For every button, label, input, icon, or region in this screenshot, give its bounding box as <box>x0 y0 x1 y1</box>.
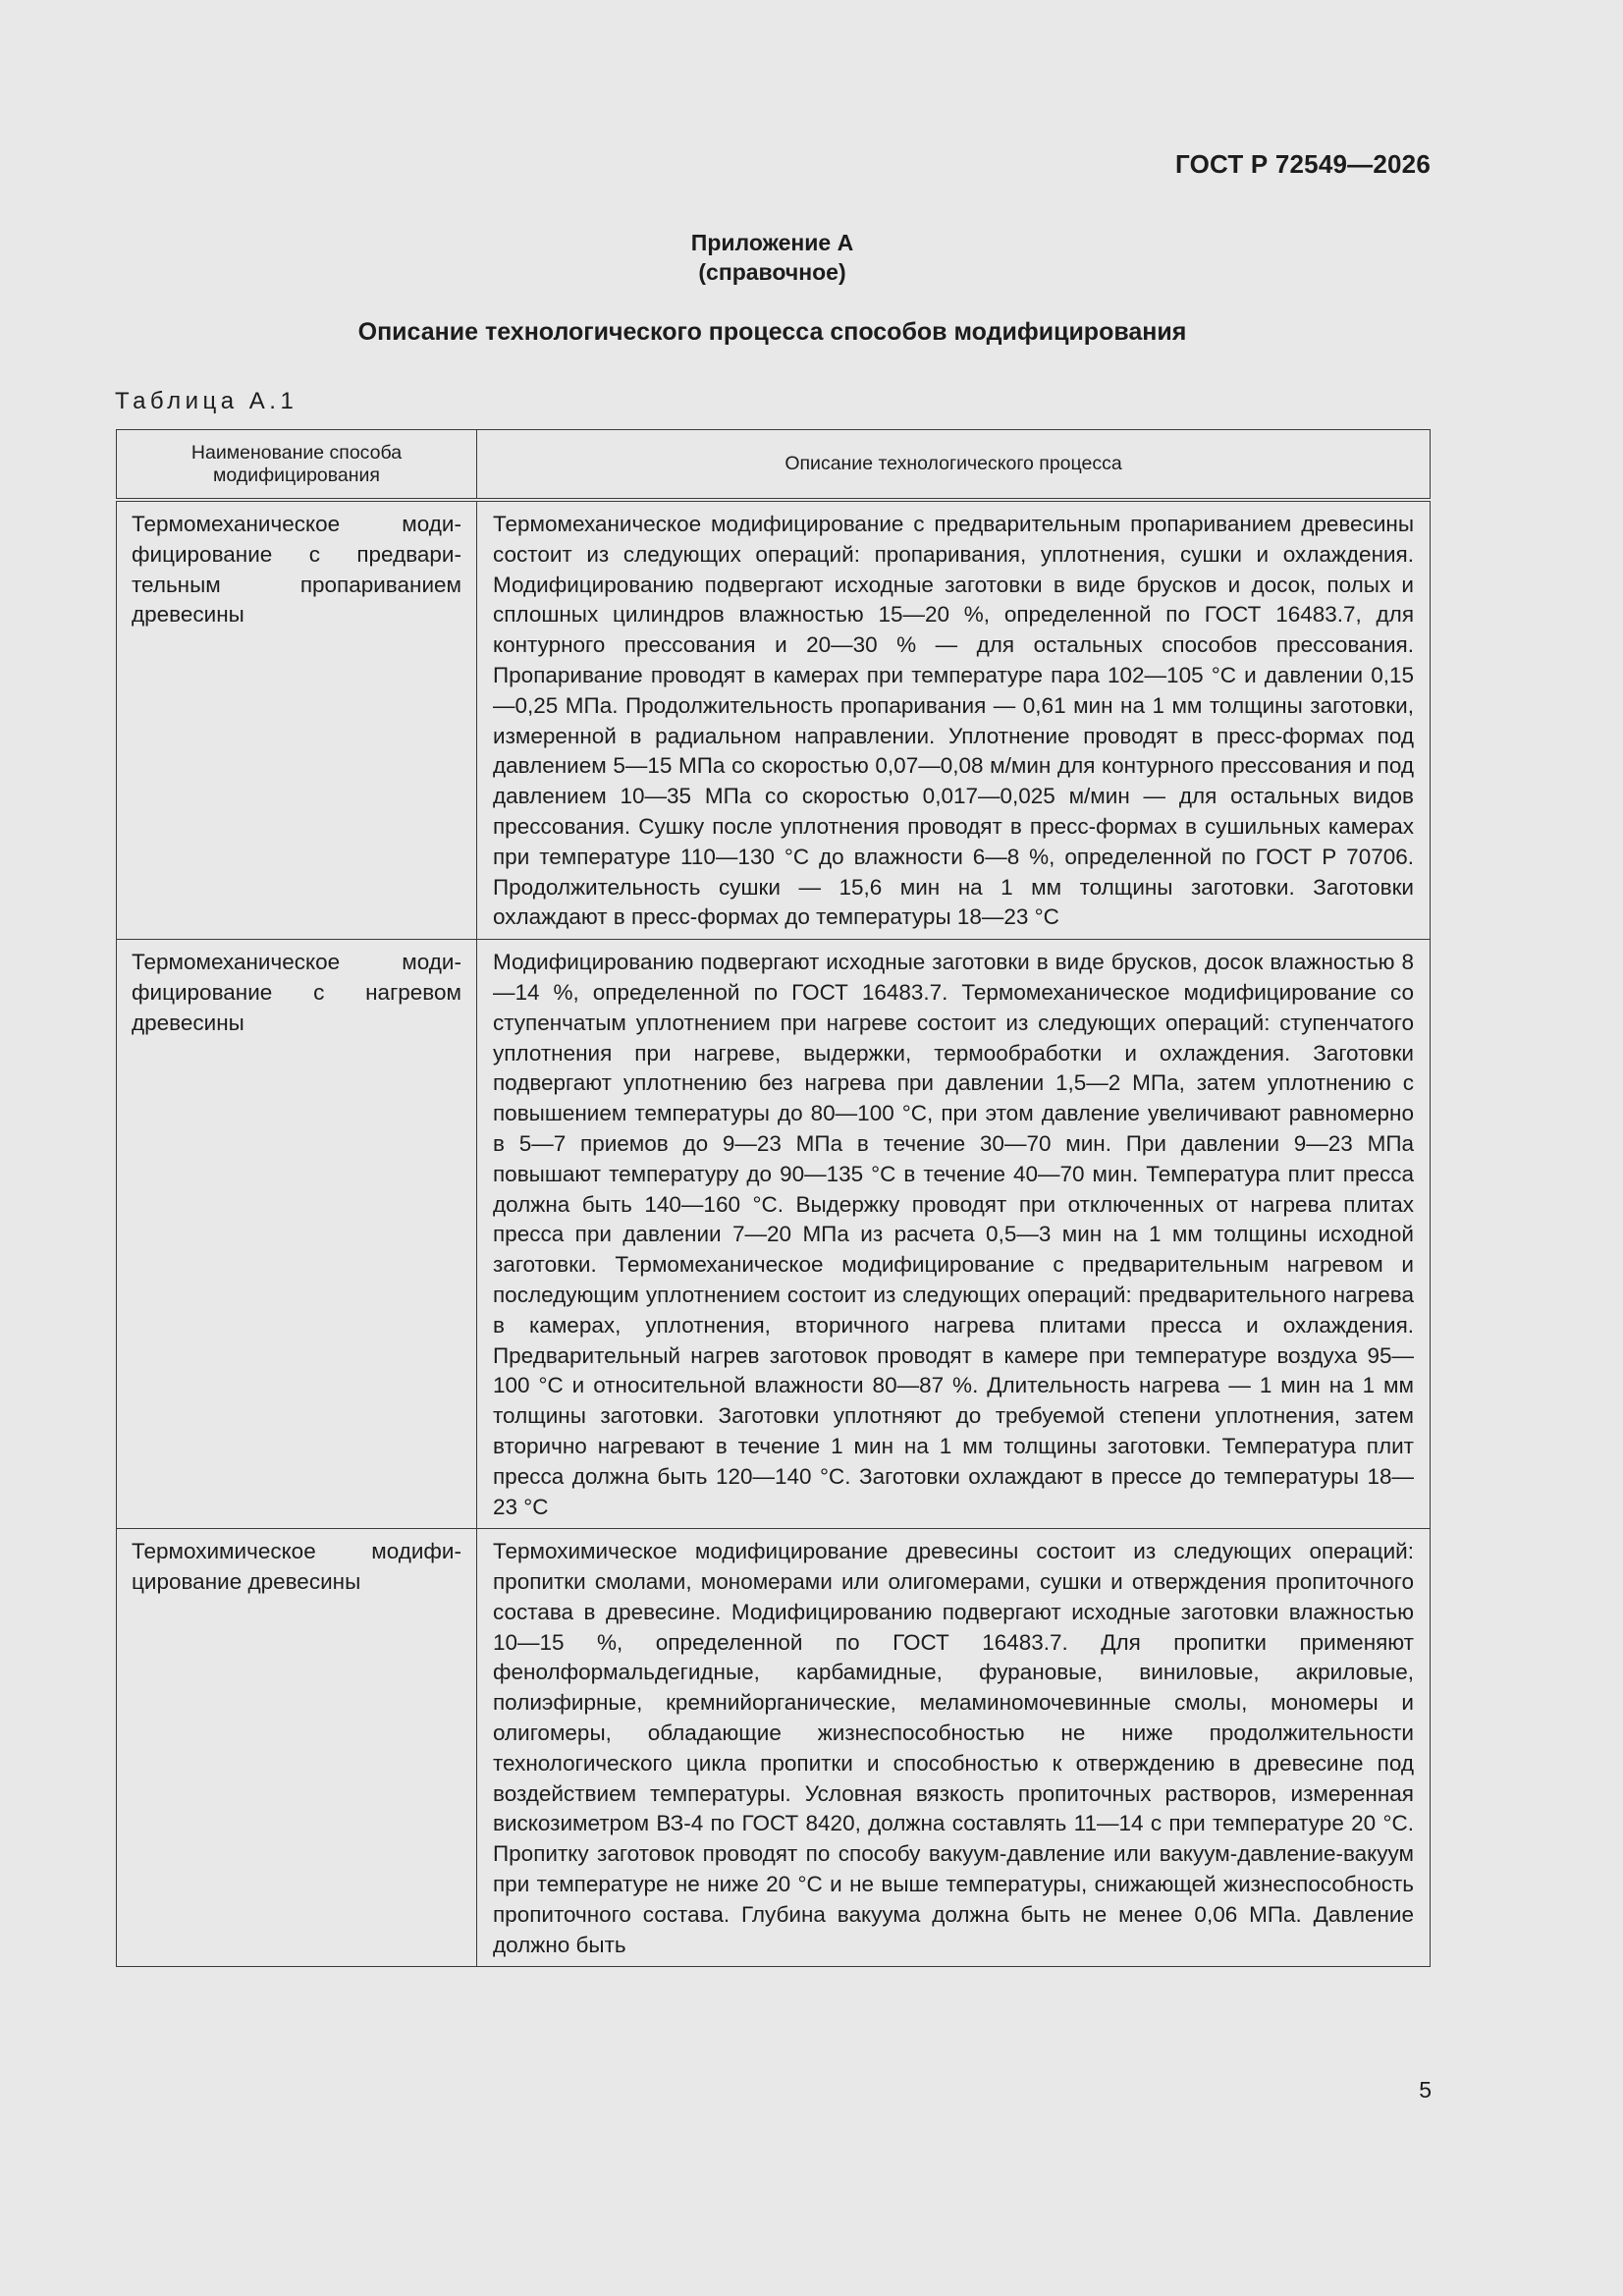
description-cell: Термохимическое модифицирование древесины состоит из следующих операций: пропитки смолами, мономерами или олигомерами, сушки и отверждения пропиточного состава в древесине. Модифицированию подвергают исходные заготовки влажностью 10—15 %, определенной по ГОСТ 16483.7. Для пропитки применяют фенолформальдегидные, карбамидные, фурановые, виниловые, акриловые, полиэфирные, кремнийорганические, меламиномочевинные смолы, мономеры и олигомеры, обладающие жизнеспособностью не ниже продолжительности технологического цикла пропитки и способностью к отверждению в древесине под воздействием температуры. Условная вязкость пропиточных растворов, измеренная вискозиметром ВЗ-4 по ГОСТ 8420, должна составлять 11—14 с при температуре 20 °С. Пропитку заготовок проводят по способу вакуум-давление или вакуум-давление-вакуум при температуре не ниже 20 °С и не выше температуры, снижающей жизнеспособность пропиточного состава. Глубина вакуума должна быть не менее 0,06 МПа. Давление должно быть <box>477 1529 1431 1967</box>
table-header-row <box>117 430 1431 501</box>
method-cell: Термомеханическое модифицирование с нагревом древесины <box>117 940 477 1529</box>
method-cell: Термомеханическое модифицирование с предварительным пропариванием древесины <box>117 500 477 940</box>
section-title: Описание технологического процесса способов модифицирования <box>357 318 1187 346</box>
table-row <box>117 1529 1431 1967</box>
description-cell: Модифицированию подвергают исходные заготовки в виде брусков, досок влажностью 8—14 %, определенной по ГОСТ 16483.7. Термомеханическое модифицирование со ступенчатым уплотнением при нагреве состоит из следующих операций: ступенчатого уплотнения при нагреве, выдержки, термообработки и охлаждения. Заготовки подвергают уплотнению без нагрева при давлении 1,5—2 МПа, затем уплотнению с повышением температуры до 80—100 °С, при этом давление увеличивают равномерно в 5—7 приемов до 9—23 МПа в течение 30—70 мин. При давлении 9—23 МПа повышают температуру до 90—135 °С в течение 40—70 мин. Температура плит пресса должна быть 140—160 °С. Выдержку проводят при отключенных от нагрева плитах пресса при давлении 7—20 МПа из расчета 0,5—3 мин на 1 мм толщины исходной заготовки. Термомеханическое модифицирование с предварительным нагревом и последующим уплотнением состоит из следующих операций: предварительного нагрева в камерах, уплотнения, вторичного нагрева плитами пресса и охлаждения. Предварительный нагрев заготовок проводят в камере при температуре воздуха 95—100 °С и относительной влажности 80—87 %. Длительность нагрева — 1 мин на 1 мм толщины заготовки. Заготовки уплотняют до требуемой степени уплотнения, затем вторично нагревают в течение 1 мин на 1 мм толщины заготовки. Температура плит пресса должна быть 120—140 °С. Заготовки охлаждают в прессе до температуры 18—23 °С <box>477 940 1431 1529</box>
appendix-heading <box>0 228 1544 287</box>
description-cell: Термомеханическое модифицирование с предварительным пропариванием древесины состоит из следующих операций: пропаривания, уплотнения, сушки и охлаждения. Модифицированию подвергают исходные заготовки в виде брусков и досок, полых и сплошных цилиндров влажностью 15—20 %, определенной по ГОСТ 16483.7, для контурного прессования и 20—30 % — для остальных способов прессования. Пропаривание проводят в камерах при температуре пара 102—105 °С и давлении 0,15—0,25 МПа. Продолжительность пропаривания — 0,61 мин на 1 мм толщины заготовки, измеренной в радиальном направлении. Уплотнение проводят в пресс-формах под давлением 5—15 МПа со скоростью 0,07—0,08 м/мин для контурного прессования и под давлением 10—35 МПа со скоростью 0,017—0,025 м/мин — для остальных видов прессования. Сушку после уплотнения проводят в пресс-формах в сушильных камерах при температуре 110—130 °С до влажности 6—8 %, определенной по ГОСТ Р 70706. Продолжительность сушки — 15,6 мин на 1 мм толщины заготовки. Заготовки охлаждают в пресс-формах до температуры 18—23 °С <box>477 500 1431 940</box>
appendix-title: Приложение А <box>690 230 854 255</box>
method-cell: Термохимическое модифицирование древесины <box>117 1529 477 1967</box>
column-header-description: Описание технологического процесса <box>477 430 1431 501</box>
page-number: 5 <box>1419 2077 1432 2103</box>
table-row <box>117 940 1431 1529</box>
table-label: Таблица А.1 <box>115 388 298 414</box>
column-header-method: Наименование способа модифицирования <box>117 430 477 501</box>
appendix-subtitle: (справочное) <box>698 259 846 285</box>
document-code: ГОСТ Р 72549—2026 <box>1175 149 1431 179</box>
process-table <box>116 429 1431 1967</box>
table-row <box>117 500 1431 940</box>
